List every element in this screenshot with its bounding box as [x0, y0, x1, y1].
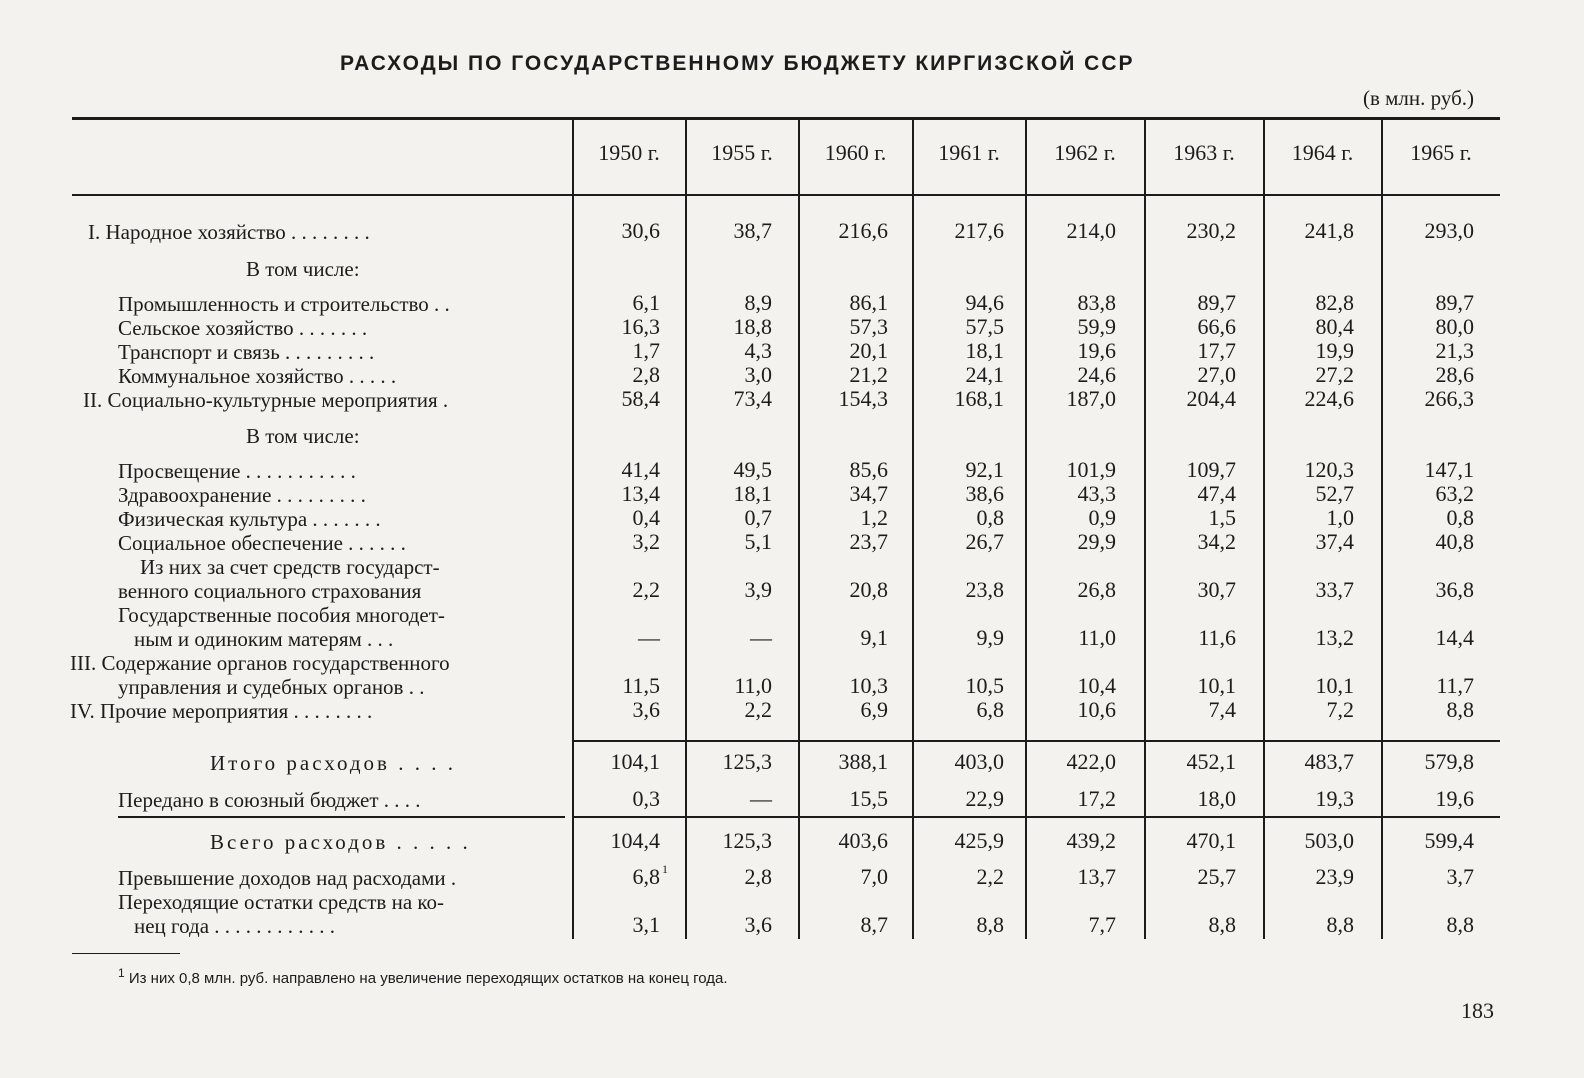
table-header-rule [72, 194, 1500, 196]
table-cell: 1,5 [1208, 505, 1236, 530]
table-cell: 83,8 [1077, 290, 1116, 315]
units-label: (в млн. руб.) [1362, 86, 1474, 110]
table-cell: 3,7 [1446, 864, 1474, 889]
table-cell: 92,1 [965, 457, 1004, 482]
table-cell: 37,4 [1315, 529, 1354, 554]
table-cell: 11,7 [1436, 673, 1474, 698]
table-cell: 4,3 [744, 338, 772, 363]
column-header: 1961 г. [938, 140, 1000, 165]
table-cell: 57,3 [849, 314, 888, 339]
table-cell: 82,8 [1315, 290, 1354, 315]
column-header: 1950 г. [598, 140, 660, 165]
table-cell: 49,5 [733, 457, 772, 482]
table-cell: 19,6 [1435, 786, 1474, 811]
row-label: Транспорт и связь . . . . . . . . . [118, 340, 375, 364]
footnote-ref: 1 [662, 862, 668, 876]
table-cell: 230,2 [1186, 218, 1236, 243]
row-label: В том числе: [246, 424, 360, 448]
table-cell: 3,9 [744, 577, 772, 602]
table-cell: 0,8 [1446, 505, 1474, 530]
table-cell: 26,7 [965, 529, 1004, 554]
table-cell: 18,8 [733, 314, 772, 339]
table-cell: 80,0 [1435, 314, 1474, 339]
table-cell: 59,9 [1077, 314, 1116, 339]
column-header: 1963 г. [1173, 140, 1235, 165]
table-cell: 19,3 [1315, 786, 1354, 811]
table-cell: 40,8 [1435, 529, 1474, 554]
table-cell: 0,7 [744, 505, 772, 530]
table-cell: 10,1 [1197, 673, 1236, 698]
row-label: ным и одиноким матерям . . . [134, 627, 394, 651]
table-cell: 23,9 [1315, 864, 1354, 889]
table-cell: 10,4 [1077, 673, 1116, 698]
table-cell: 80,4 [1315, 314, 1354, 339]
table-cell: 7,2 [1326, 697, 1354, 722]
table-cell: 13,4 [621, 481, 660, 506]
table-cell: 14,4 [1435, 625, 1474, 650]
table-cell: 24,6 [1077, 362, 1116, 387]
table-cell: 23,8 [965, 577, 1004, 602]
row-label: Сельское хозяйство . . . . . . . [118, 316, 368, 340]
table-cell: 8,8 [976, 912, 1004, 937]
table-cell: 11,0 [734, 673, 772, 698]
table-separator [118, 816, 565, 818]
row-label: Коммунальное хозяйство . . . . . [118, 364, 397, 388]
row-label: Просвещение . . . . . . . . . . . [118, 459, 356, 483]
table-cell: 599,4 [1424, 828, 1474, 853]
row-label: Передано в союзный бюджет . . . . [118, 788, 421, 812]
table-separator [572, 740, 1500, 742]
table-cell: 3,6 [632, 697, 660, 722]
table-cell: 224,6 [1304, 386, 1354, 411]
row-label: IV. Прочие мероприятия . . . . . . . . [70, 699, 373, 723]
table-cell: 1,7 [632, 338, 660, 363]
table-cell: 187,0 [1066, 386, 1116, 411]
table-cell: 10,6 [1077, 697, 1116, 722]
row-label: Государственные пособия многодет- [118, 603, 445, 627]
row-label: II. Социально-культурные мероприятия . [83, 388, 449, 412]
table-cell: 104,1 [610, 749, 660, 774]
table-cell: 66,6 [1197, 314, 1236, 339]
table-cell: — [638, 625, 660, 650]
table-cell: 85,6 [849, 457, 888, 482]
table-cell: 18,1 [733, 481, 772, 506]
column-header: 1964 г. [1291, 140, 1354, 165]
table-cell: 57,5 [965, 314, 1004, 339]
table-cell: 104,4 [610, 828, 660, 853]
row-label: Всего расходов . . . . . [210, 830, 471, 854]
table-cell: 63,2 [1435, 481, 1474, 506]
table-cell: 388,1 [838, 749, 888, 774]
table-cell: 9,1 [860, 625, 888, 650]
table-cell: 403,6 [838, 828, 888, 853]
table-cell: 10,3 [849, 673, 888, 698]
table-cell: 17,2 [1077, 786, 1116, 811]
table-cell: 13,7 [1077, 864, 1116, 889]
table-cell: 58,4 [621, 386, 660, 411]
table-cell: 11,5 [622, 673, 660, 698]
row-label: Физическая культура . . . . . . . [118, 507, 381, 531]
table-cell: 2,2 [976, 864, 1004, 889]
table-cell: 2,2 [632, 577, 660, 602]
row-label: III. Содержание органов государственного [70, 651, 450, 675]
table-cell: 24,1 [965, 362, 1004, 387]
table-cell: 266,3 [1424, 386, 1474, 411]
table-cell: 18,0 [1197, 786, 1236, 811]
row-label: Здравоохранение . . . . . . . . . [118, 483, 366, 507]
footnote-marker: 1 [118, 966, 125, 980]
table-cell: 0,4 [632, 505, 660, 530]
table-cell: 403,0 [954, 749, 1004, 774]
table-cell: 20,1 [849, 338, 888, 363]
table-cell: 34,7 [849, 481, 888, 506]
table-cell: 7,0 [860, 864, 888, 889]
row-label: Социальное обеспечение . . . . . . [118, 531, 406, 555]
table-cell: 22,9 [965, 786, 1004, 811]
table-cell: 8,8 [1446, 912, 1474, 937]
table-cell: 8,7 [860, 912, 888, 937]
table-cell: 425,9 [954, 828, 1004, 853]
table-cell: 204,4 [1186, 386, 1236, 411]
table-cell: 6,1 [632, 290, 660, 315]
table-cell: 11,0 [1078, 625, 1116, 650]
table-cell: 1,2 [860, 505, 888, 530]
table-cell: 6,8 [976, 697, 1004, 722]
table-cell: 94,6 [965, 290, 1004, 315]
table-cell: 2,8 [632, 362, 660, 387]
row-label: I. Народное хозяйство . . . . . . . . [88, 220, 370, 244]
table-cell: 3,0 [744, 362, 772, 387]
table-cell: 21,2 [849, 362, 888, 387]
table-cell: 13,2 [1315, 625, 1354, 650]
table-cell: 217,6 [954, 218, 1004, 243]
table-cell: 470,1 [1186, 828, 1236, 853]
table-cell: 33,7 [1315, 577, 1354, 602]
table-cell: 29,9 [1077, 529, 1116, 554]
table-cell: 47,4 [1197, 481, 1236, 506]
table-cell: 2,2 [744, 697, 772, 722]
table-cell: 101,9 [1066, 457, 1116, 482]
table-cell: 1,0 [1326, 505, 1354, 530]
table-cell: 6,8 [632, 864, 660, 889]
table-cell: 38,6 [965, 481, 1004, 506]
table-cell: 0,3 [632, 786, 660, 811]
table-cell: 293,0 [1424, 218, 1474, 243]
table-cell: 216,6 [838, 218, 888, 243]
table-cell: 20,8 [849, 577, 888, 602]
table-cell: 7,7 [1088, 912, 1116, 937]
table-cell: 15,5 [849, 786, 888, 811]
table-cell: 9,9 [976, 625, 1004, 650]
table-cell: 89,7 [1435, 290, 1474, 315]
table-cell: 34,2 [1197, 529, 1236, 554]
table-cell: 18,1 [965, 338, 1004, 363]
table-cell: 36,8 [1435, 577, 1474, 602]
table-cell: 38,7 [733, 218, 772, 243]
column-header: 1965 г. [1410, 140, 1472, 165]
table-cell: 503,0 [1304, 828, 1354, 853]
column-header: 1955 г. [711, 140, 773, 165]
table-cell: 19,6 [1077, 338, 1116, 363]
table-cell: 3,2 [632, 529, 660, 554]
table-cell: 26,8 [1077, 577, 1116, 602]
table-cell: 8,8 [1446, 697, 1474, 722]
table-cell: 11,6 [1198, 625, 1236, 650]
table-cell: 8,8 [1208, 912, 1236, 937]
row-label: Из них за счет средств государст- [140, 555, 440, 579]
column-header: 1962 г. [1054, 140, 1116, 165]
table-cell: 86,1 [849, 290, 888, 315]
table-cell: 483,7 [1304, 749, 1354, 774]
table-cell: 3,1 [632, 912, 660, 937]
table-cell: 30,7 [1197, 577, 1236, 602]
table-cell: 19,9 [1315, 338, 1354, 363]
row-label: венного социального страхования [118, 579, 422, 603]
table-cell: 10,5 [965, 673, 1004, 698]
table-cell: 241,8 [1304, 218, 1354, 243]
table-cell: — [750, 786, 772, 811]
table-cell: 23,7 [849, 529, 888, 554]
table-cell: 8,9 [744, 290, 772, 315]
table-cell: 52,7 [1315, 481, 1354, 506]
row-label: Промышленность и строительство . . [118, 292, 450, 316]
table-cell: 16,3 [621, 314, 660, 339]
table-cell: 8,8 [1326, 912, 1354, 937]
table-cell: — [750, 625, 772, 650]
table-cell: 109,7 [1186, 457, 1236, 482]
table-top-rule [72, 117, 1500, 120]
table-cell: 422,0 [1066, 749, 1116, 774]
table-cell: 579,8 [1424, 749, 1474, 774]
table-cell: 41,4 [621, 457, 660, 482]
row-label: управления и судебных органов . . [118, 675, 425, 699]
row-label: Превышение доходов над расходами . [118, 866, 457, 890]
footnote-rule [72, 953, 180, 954]
table-cell: 120,3 [1304, 457, 1354, 482]
table-cell: 43,3 [1077, 481, 1116, 506]
table-separator [572, 816, 1500, 818]
table-cell: 30,6 [621, 218, 660, 243]
table-cell: 25,7 [1197, 864, 1236, 889]
table-cell: 17,7 [1197, 338, 1236, 363]
table-cell: 147,1 [1424, 457, 1474, 482]
table-cell: 154,3 [838, 386, 888, 411]
footnote [118, 966, 728, 987]
table-cell: 5,1 [744, 529, 772, 554]
table-cell: 0,8 [976, 505, 1004, 530]
page-number: 183 [1461, 998, 1494, 1023]
column-header: 1960 г. [824, 140, 887, 165]
table-cell: 10,1 [1315, 673, 1354, 698]
table-cell: 439,2 [1066, 828, 1116, 853]
table-cell: 168,1 [954, 386, 1004, 411]
table-cell: 73,4 [733, 386, 772, 411]
footnote-text: Из них 0,8 млн. руб. направлено на увеличение переходящих остатков на конец года. [128, 970, 728, 987]
table-cell: 452,1 [1186, 749, 1236, 774]
table-cell: 6,9 [860, 697, 888, 722]
row-label: Итого расходов . . . . [210, 751, 456, 775]
table-cell: 89,7 [1197, 290, 1236, 315]
row-label: нец года . . . . . . . . . . . . [134, 914, 336, 938]
page-title: РАСХОДЫ ПО ГОСУДАРСТВЕННОМУ БЮДЖЕТУ КИРГИЗСКОЙ ССР [340, 52, 1135, 75]
table-cell: 27,2 [1315, 362, 1354, 387]
table-cell: 27,0 [1197, 362, 1236, 387]
table-cell: 3,6 [744, 912, 772, 937]
table-cell: 214,0 [1066, 218, 1116, 243]
table-cell: 21,3 [1435, 338, 1474, 363]
table-cell: 7,4 [1208, 697, 1236, 722]
row-label: В том числе: [246, 257, 360, 281]
table-cell: 0,9 [1088, 505, 1116, 530]
table-cell: 28,6 [1435, 362, 1474, 387]
table-cell: 125,3 [722, 828, 772, 853]
table-cell: 2,8 [744, 864, 772, 889]
row-label: Переходящие остатки средств на ко- [118, 890, 445, 914]
table-cell: 125,3 [722, 749, 772, 774]
